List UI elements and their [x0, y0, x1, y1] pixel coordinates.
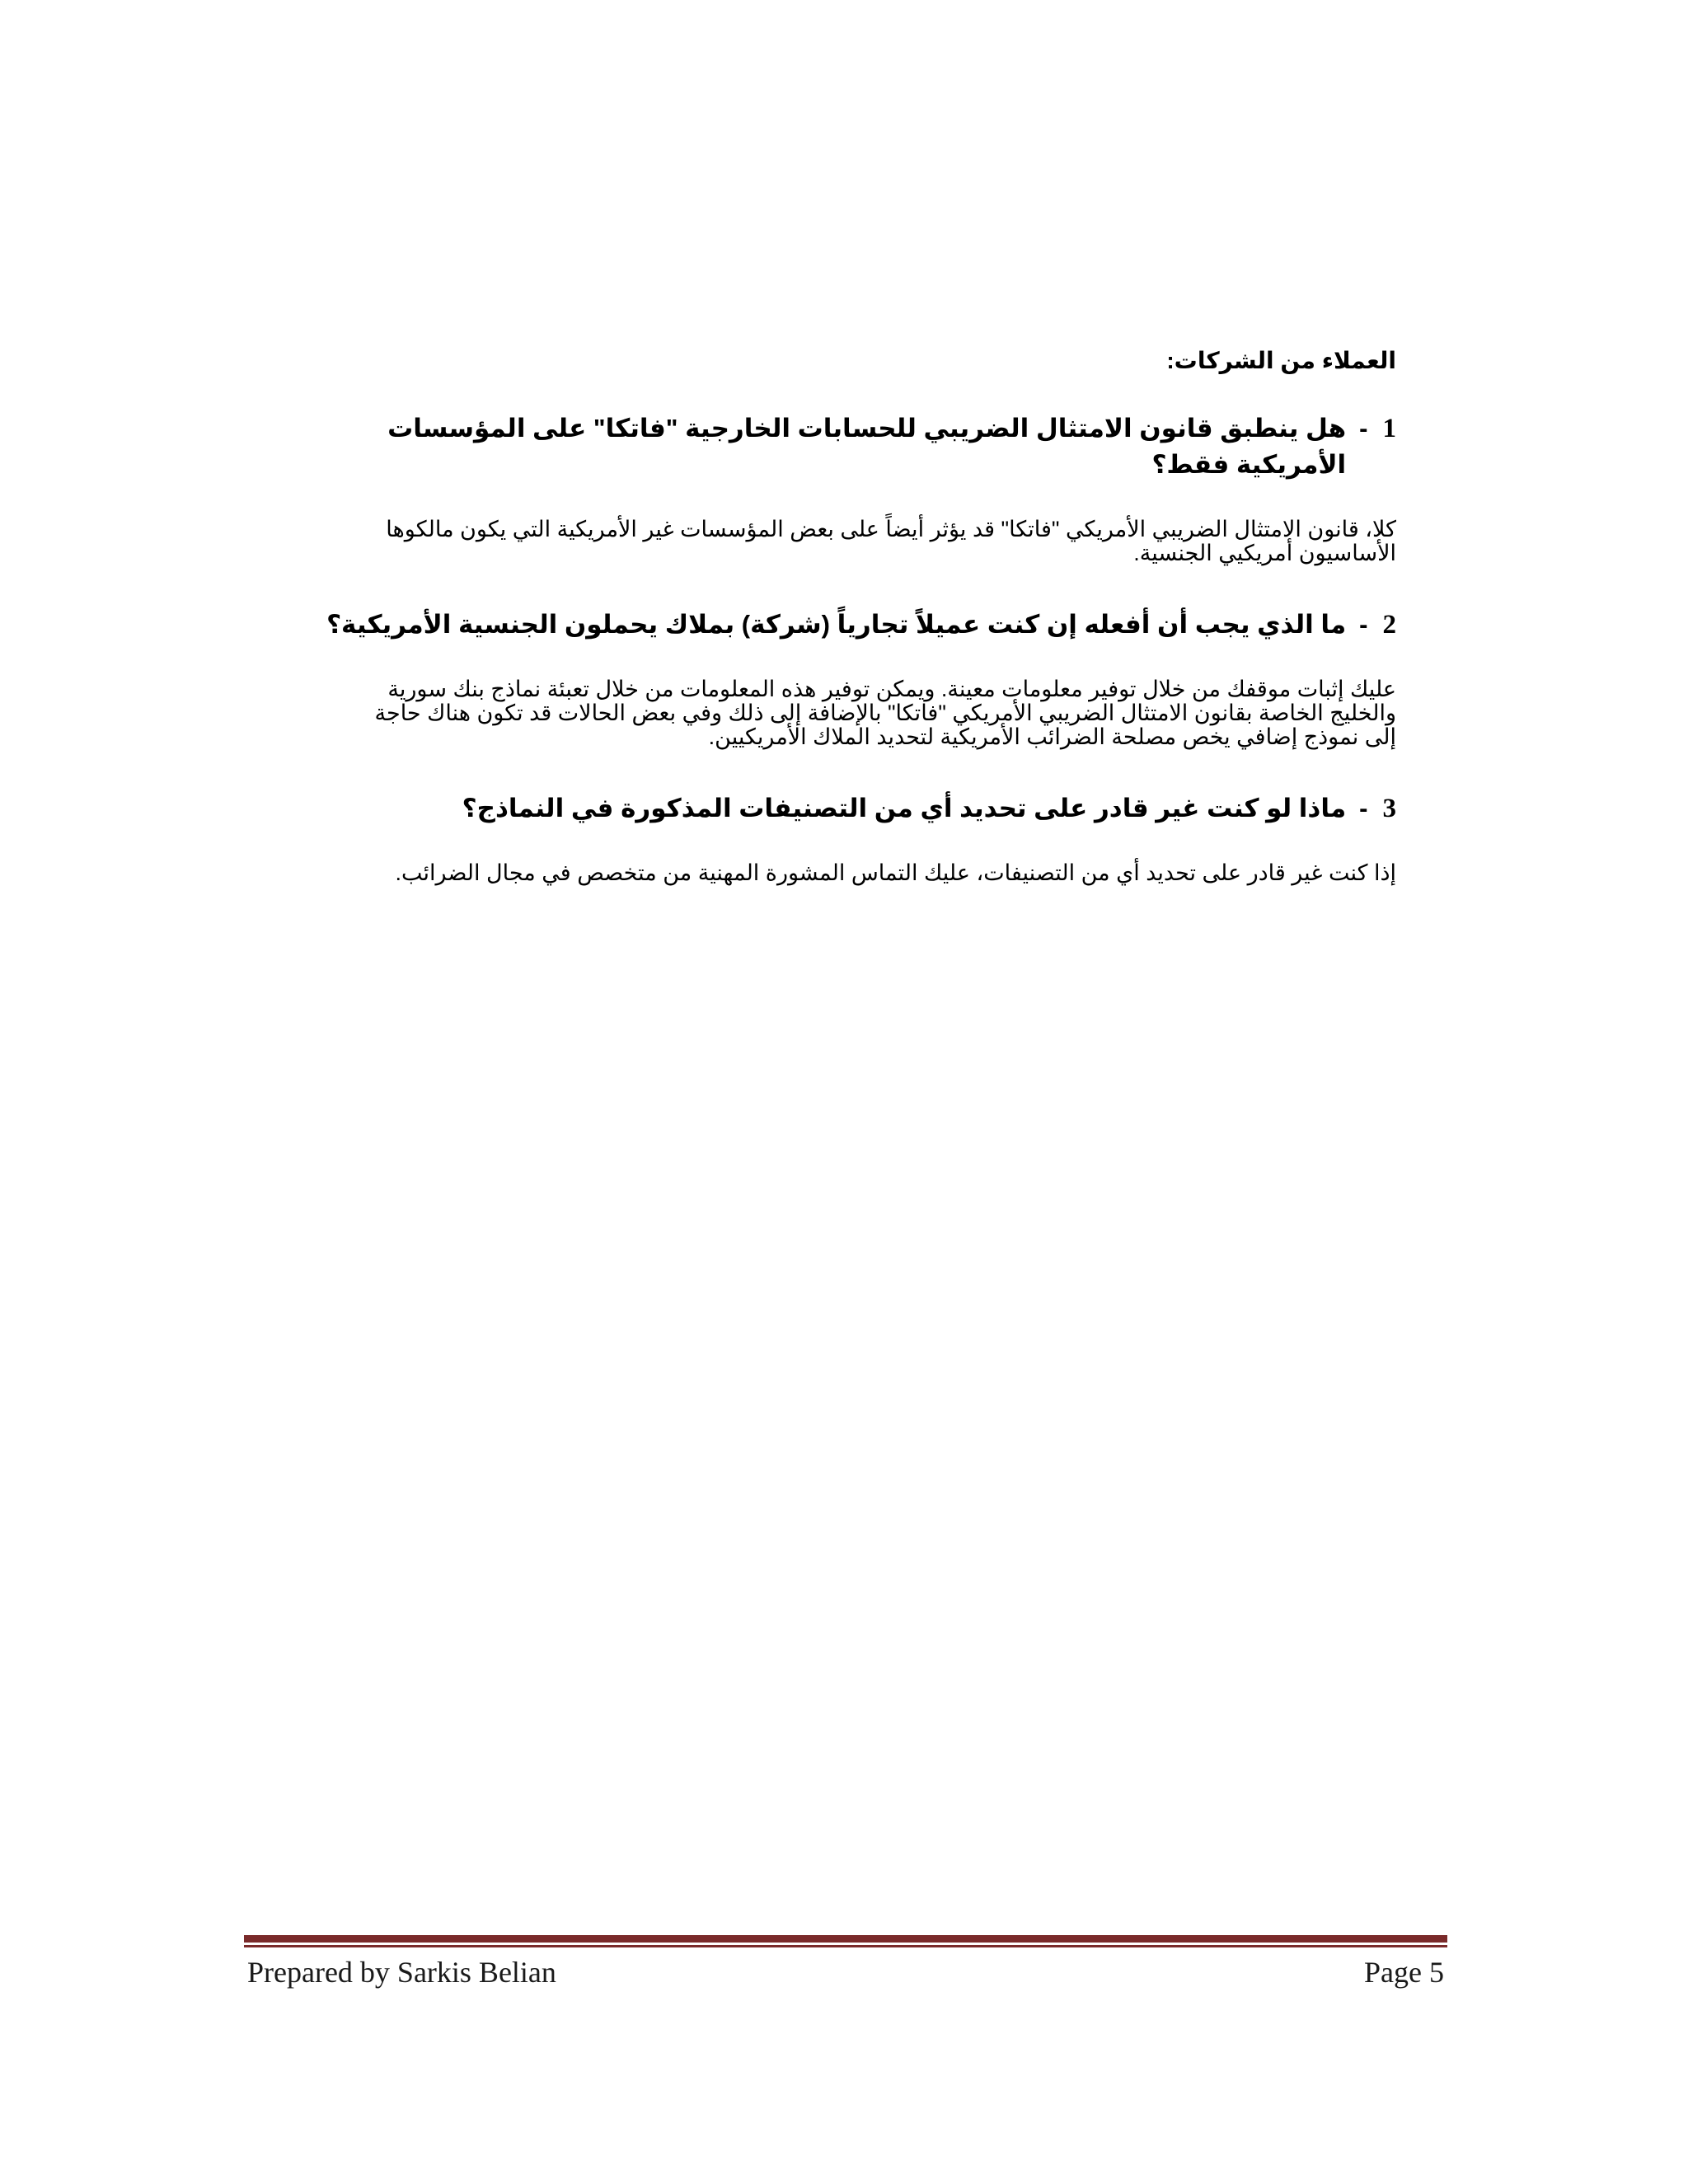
question-dash: - — [1359, 610, 1368, 639]
question-1 — [272, 410, 1396, 483]
question-3 — [272, 790, 1396, 827]
document-body — [272, 344, 1396, 926]
question-text: ما الذي يجب أن أفعله إن كنت عميلاً تجارياً (شركة) بملاك يحملون الجنسية الأمريكية؟ — [326, 610, 1347, 639]
answer-line: إلى نموذج إضافي يخص مصلحة الضرائب الأمريكية لتحديد الملاك الأمريكيين. — [708, 724, 1396, 749]
answer-line: الأساسيون أمريكيي الجنسية. — [1133, 541, 1396, 565]
question-number: 1 — [1382, 414, 1396, 443]
section-heading: العملاء من الشركات: — [1166, 348, 1396, 373]
answer-2 — [272, 677, 1396, 749]
question-text: هل ينطبق قانون الامتثال الضريبي للحسابات الخارجية "فاتكا" على المؤسسات الأمريكية فقط؟ — [387, 414, 1347, 479]
question-number: 3 — [1382, 794, 1396, 823]
answer-line: والخليج الخاصة بقانون الامتثال الضريبي الأمريكي "فاتكا" بالإضافة إلى ذلك وفي بعض الحالات قد تكون هناك حاجة — [374, 701, 1396, 725]
question-text: ماذا لو كنت غير قادر على تحديد أي من التصنيفات المذكورة في النماذج؟ — [462, 794, 1347, 823]
footer-divider-thin — [244, 1945, 1447, 1947]
answer-1 — [272, 518, 1396, 565]
answer-line: كلا، قانون الامتثال الضريبي الأمريكي "فاتكا" قد يؤثر أيضاً على بعض المؤسسات غير الأمريكية التي يكون مالكوها — [386, 517, 1396, 541]
answer-line: عليك إثبات موقفك من خلال توفير معلومات معينة. ويمكن توفير هذه المعلومات من خلال تعبئة نماذج بنك سورية — [387, 677, 1396, 701]
answer-line: إذا كنت غير قادر على تحديد أي من التصنيفات، عليك التماس المشورة المهنية من متخصص في مجال الضرائب. — [395, 860, 1396, 885]
question-2 — [272, 607, 1396, 643]
answer-3 — [272, 861, 1396, 885]
footer-divider-thick — [244, 1935, 1447, 1943]
question-number: 2 — [1382, 610, 1396, 640]
footer-page-number: Page 5 — [1364, 1956, 1444, 1989]
footer-author: Prepared by Sarkis Belian — [247, 1956, 556, 1989]
question-dash: - — [1359, 794, 1368, 823]
question-dash: - — [1359, 414, 1368, 443]
